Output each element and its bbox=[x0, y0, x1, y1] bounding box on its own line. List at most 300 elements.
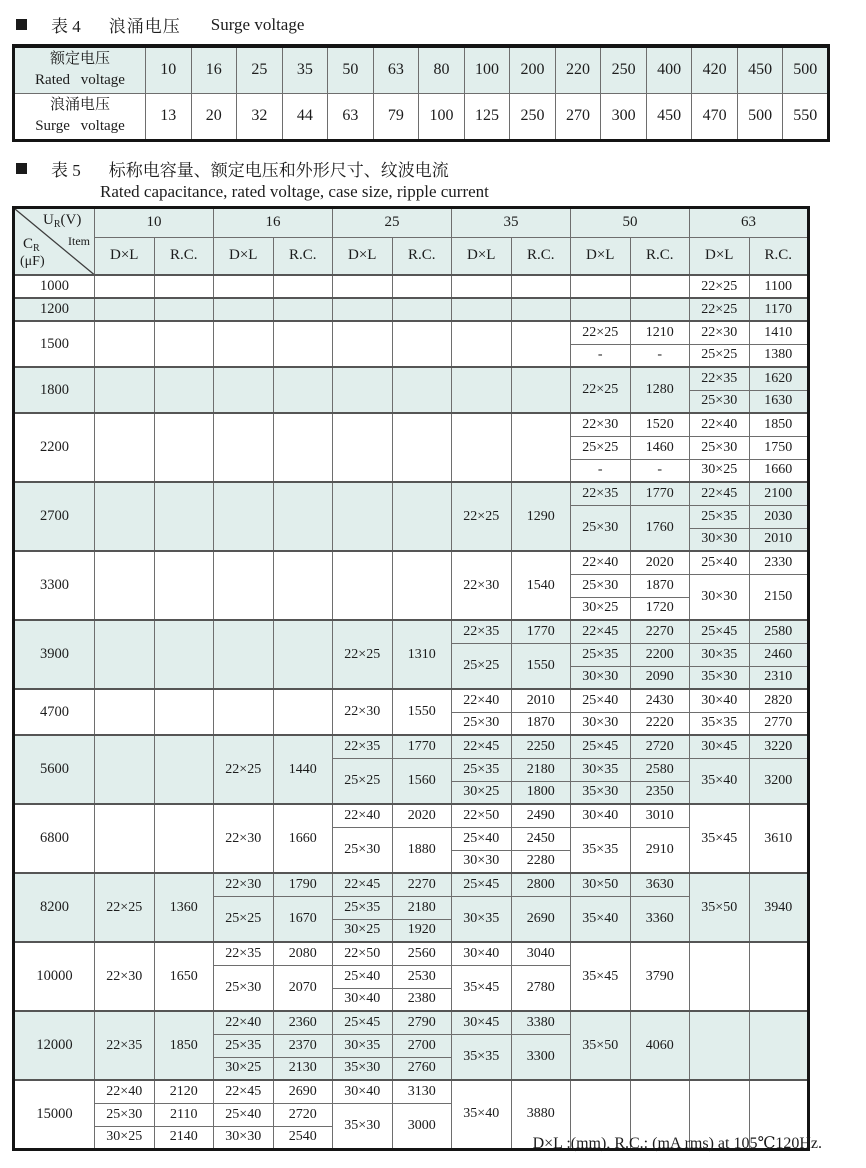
capacitance-value-cell: 3900 bbox=[14, 620, 95, 689]
case-size-cell: 35×45 bbox=[690, 804, 750, 873]
case-size-cell bbox=[452, 298, 512, 321]
rated-voltage-label bbox=[14, 46, 146, 93]
ur-subscript: R bbox=[53, 218, 61, 230]
rated-voltage-value-cell: 500 bbox=[783, 46, 829, 93]
ripple-current-cell: 1770 bbox=[392, 735, 452, 758]
capacitance-row-2700-sub1 bbox=[14, 482, 809, 505]
case-size-cell: - bbox=[571, 459, 631, 482]
ripple-current-cell: 2080 bbox=[273, 942, 333, 965]
rated-voltage-value-cell: 200 bbox=[510, 46, 556, 93]
ripple-current-cell: - bbox=[630, 459, 690, 482]
case-size-cell: 35×35 bbox=[571, 827, 631, 873]
ripple-current-cell: 1360 bbox=[154, 873, 214, 942]
ripple-current-cell: 2020 bbox=[630, 551, 690, 574]
voltage-group-header: 25 bbox=[333, 207, 452, 237]
ur-unit: (V) bbox=[60, 211, 82, 228]
ripple-current-cell bbox=[511, 275, 571, 298]
case-size-cell: 25×35 bbox=[452, 758, 512, 781]
case-size-column-header: D×L bbox=[95, 237, 155, 275]
ripple-current-cell: 1750 bbox=[749, 436, 809, 459]
case-size-cell: 25×30 bbox=[571, 574, 631, 597]
capacitance-value-cell: 10000 bbox=[14, 942, 95, 1011]
case-size-cell: 22×40 bbox=[452, 689, 512, 712]
rated-voltage-value-cell: 25 bbox=[237, 46, 283, 93]
ripple-current-cell: 2200 bbox=[630, 643, 690, 666]
ripple-current-cell bbox=[154, 482, 214, 551]
ripple-current-cell bbox=[273, 620, 333, 689]
capacitance-row-1500-sub1 bbox=[14, 321, 809, 344]
case-size-cell bbox=[690, 942, 750, 1011]
capacitance-value-cell: 5600 bbox=[14, 735, 95, 804]
ripple-current-cell: 3380 bbox=[511, 1011, 571, 1034]
surge-voltage-value-cell: 500 bbox=[737, 93, 783, 140]
bullet-square-icon bbox=[16, 163, 27, 174]
ripple-current-cell: 2720 bbox=[630, 735, 690, 758]
capacitance-value-cell: 12000 bbox=[14, 1011, 95, 1080]
ripple-current-cell: 1280 bbox=[630, 367, 690, 413]
capacitance-value-cell: 1200 bbox=[14, 298, 95, 321]
rated-voltage-value-cell: 80 bbox=[419, 46, 465, 93]
case-size-cell: 22×45 bbox=[214, 1080, 274, 1103]
ripple-current-cell: 1550 bbox=[511, 643, 571, 689]
case-size-cell bbox=[214, 367, 274, 413]
ripple-current-cell bbox=[154, 321, 214, 367]
ripple-current-cell bbox=[273, 551, 333, 620]
case-size-cell: 35×35 bbox=[452, 1034, 512, 1080]
case-size-cell bbox=[690, 1011, 750, 1080]
capacitance-value-cell: 6800 bbox=[14, 804, 95, 873]
ripple-current-cell bbox=[511, 298, 571, 321]
capacitance-row-15000-sub1 bbox=[14, 1080, 809, 1103]
surge-voltage-row bbox=[14, 93, 829, 140]
rated-voltage-value-cell: 35 bbox=[282, 46, 328, 93]
case-size-cell: 22×25 bbox=[214, 735, 274, 804]
voltage-group-header: 10 bbox=[95, 207, 214, 237]
case-size-cell: 35×40 bbox=[452, 1080, 512, 1149]
ripple-current-cell bbox=[630, 298, 690, 321]
case-size-cell: 22×35 bbox=[95, 1011, 155, 1080]
case-size-cell: 30×25 bbox=[690, 459, 750, 482]
rated-voltage-value-cell: 450 bbox=[737, 46, 783, 93]
case-size-column-header: D×L bbox=[452, 237, 512, 275]
ripple-current-cell: 2700 bbox=[392, 1034, 452, 1057]
case-size-cell bbox=[571, 298, 631, 321]
ripple-current-cell bbox=[273, 275, 333, 298]
case-size-cell: 25×40 bbox=[690, 551, 750, 574]
rated-voltage-value-cell: 400 bbox=[646, 46, 692, 93]
ripple-current-cell: 1520 bbox=[630, 413, 690, 436]
case-size-cell: 22×35 bbox=[452, 620, 512, 643]
ripple-current-cell: 1770 bbox=[511, 620, 571, 643]
ripple-current-cell: 2100 bbox=[749, 482, 809, 505]
ripple-current-cell: 3940 bbox=[749, 873, 809, 942]
table4-title-en: Surge voltage bbox=[210, 14, 305, 34]
ripple-current-cell bbox=[749, 1011, 809, 1080]
case-size-cell: - bbox=[571, 344, 631, 367]
ripple-current-cell: 1550 bbox=[392, 689, 452, 735]
ripple-current-cell: 2270 bbox=[392, 873, 452, 896]
surge-voltage-value-cell: 250 bbox=[510, 93, 556, 140]
case-size-cell bbox=[333, 551, 393, 620]
case-size-cell: 25×30 bbox=[452, 712, 512, 735]
case-size-cell: 25×40 bbox=[571, 689, 631, 712]
case-size-cell: 22×35 bbox=[214, 942, 274, 965]
surge-voltage-value-cell: 100 bbox=[419, 93, 465, 140]
ripple-current-cell bbox=[154, 735, 214, 804]
ripple-current-cell: 1540 bbox=[511, 551, 571, 620]
ripple-current-cell: 3610 bbox=[749, 804, 809, 873]
case-size-cell: 35×30 bbox=[571, 781, 631, 804]
ripple-current-cell bbox=[392, 275, 452, 298]
item-label: Item bbox=[68, 233, 90, 248]
ripple-current-cell: 1560 bbox=[392, 758, 452, 804]
case-size-cell: 30×25 bbox=[452, 781, 512, 804]
ripple-current-cell bbox=[392, 551, 452, 620]
ripple-current-cell bbox=[154, 275, 214, 298]
ripple-current-cell: 3220 bbox=[749, 735, 809, 758]
case-size-cell: 22×25 bbox=[690, 275, 750, 298]
rated-voltage-value-cell: 250 bbox=[601, 46, 647, 93]
ripple-current-cell: 2010 bbox=[511, 689, 571, 712]
column-header-row bbox=[14, 237, 809, 275]
ripple-current-cell bbox=[749, 942, 809, 1011]
case-size-column-header: D×L bbox=[333, 237, 393, 275]
ripple-current-cell: 2800 bbox=[511, 873, 571, 896]
ripple-current-cell: 2720 bbox=[273, 1103, 333, 1126]
ripple-current-cell bbox=[154, 367, 214, 413]
ripple-current-column-header: R.C. bbox=[273, 237, 333, 275]
units-note: D×L :(mm), R.C.: (mA rms) at 105℃120Hz. bbox=[532, 1135, 822, 1152]
ripple-current-cell: 2110 bbox=[154, 1103, 214, 1126]
case-size-cell: 30×35 bbox=[452, 896, 512, 942]
ripple-current-cell: 1720 bbox=[630, 597, 690, 620]
ripple-current-cell: 2090 bbox=[630, 666, 690, 689]
case-size-cell: 35×40 bbox=[571, 896, 631, 942]
ripple-current-cell: 1790 bbox=[273, 873, 333, 896]
capacitance-row-12000-sub1 bbox=[14, 1011, 809, 1034]
ripple-current-cell: 1170 bbox=[749, 298, 809, 321]
bullet-square-icon bbox=[16, 19, 27, 30]
case-size-cell: 30×25 bbox=[571, 597, 631, 620]
case-size-cell: 22×30 bbox=[690, 321, 750, 344]
case-size-cell: 22×45 bbox=[333, 873, 393, 896]
case-size-cell: 30×45 bbox=[452, 1011, 512, 1034]
ripple-current-column-header: R.C. bbox=[392, 237, 452, 275]
case-size-cell: 22×45 bbox=[690, 482, 750, 505]
case-size-cell bbox=[333, 413, 393, 482]
ripple-current-cell: 3130 bbox=[392, 1080, 452, 1103]
case-size-cell bbox=[95, 804, 155, 873]
case-size-cell: 22×25 bbox=[452, 482, 512, 551]
ripple-current-cell: 3360 bbox=[630, 896, 690, 942]
case-size-cell: 25×45 bbox=[452, 873, 512, 896]
case-size-cell: 25×45 bbox=[571, 735, 631, 758]
ripple-current-cell: 1380 bbox=[749, 344, 809, 367]
case-size-cell: 35×40 bbox=[690, 758, 750, 804]
case-size-column-header: D×L bbox=[214, 237, 274, 275]
surge-voltage-value-cell: 63 bbox=[328, 93, 374, 140]
capacitance-value-cell: 4700 bbox=[14, 689, 95, 735]
case-size-cell: 25×35 bbox=[571, 643, 631, 666]
surge-voltage-value-cell: 79 bbox=[373, 93, 419, 140]
ripple-current-cell: 2150 bbox=[749, 574, 809, 620]
case-size-cell bbox=[214, 321, 274, 367]
ripple-current-cell: 3010 bbox=[630, 804, 690, 827]
case-size-cell: 22×25 bbox=[571, 367, 631, 413]
surge-voltage-label-en: Surge voltage bbox=[35, 118, 125, 134]
case-size-cell: 25×25 bbox=[333, 758, 393, 804]
ripple-current-cell: 1850 bbox=[749, 413, 809, 436]
table5-title-zh: 标称电容量、额定电压和外形尺寸、纹波电流 bbox=[108, 160, 449, 180]
ripple-current-cell: 2140 bbox=[154, 1126, 214, 1149]
ripple-current-cell: 1800 bbox=[511, 781, 571, 804]
ripple-current-column-header: R.C. bbox=[630, 237, 690, 275]
case-size-cell bbox=[95, 413, 155, 482]
case-size-cell: 35×35 bbox=[690, 712, 750, 735]
ratings-table-body bbox=[14, 275, 809, 1149]
cr-capacitance-label bbox=[23, 236, 40, 254]
case-size-cell bbox=[452, 275, 512, 298]
surge-voltage-value-cell: 300 bbox=[601, 93, 647, 140]
case-size-cell bbox=[95, 620, 155, 689]
ripple-current-cell: 2020 bbox=[392, 804, 452, 827]
surge-voltage-value-cell: 550 bbox=[783, 93, 829, 140]
ripple-current-cell bbox=[392, 298, 452, 321]
case-size-cell bbox=[214, 620, 274, 689]
case-size-column-header: D×L bbox=[690, 237, 750, 275]
ripple-current-cell: 2690 bbox=[511, 896, 571, 942]
ripple-current-cell bbox=[630, 275, 690, 298]
surge-voltage-value-cell: 270 bbox=[555, 93, 601, 140]
ripple-current-cell: 2790 bbox=[392, 1011, 452, 1034]
case-size-cell: 22×40 bbox=[333, 804, 393, 827]
ripple-current-cell bbox=[154, 620, 214, 689]
ripple-current-column-header: R.C. bbox=[154, 237, 214, 275]
table4-number: 表 4 bbox=[51, 17, 81, 36]
case-size-cell: 22×35 bbox=[333, 735, 393, 758]
capacitance-row-3900-sub1 bbox=[14, 620, 809, 643]
table4-title-zh: 浪涌电压 bbox=[108, 17, 181, 36]
surge-voltage-value-cell: 20 bbox=[191, 93, 237, 140]
case-size-cell: 30×30 bbox=[571, 712, 631, 735]
case-size-cell: 22×50 bbox=[452, 804, 512, 827]
ripple-current-cell: 2560 bbox=[392, 942, 452, 965]
case-size-cell: 22×25 bbox=[690, 298, 750, 321]
case-size-cell: 30×40 bbox=[452, 942, 512, 965]
surge-voltage-value-cell: 32 bbox=[237, 93, 283, 140]
rated-voltage-row bbox=[14, 46, 829, 93]
ripple-current-cell: 2760 bbox=[392, 1057, 452, 1080]
ripple-current-cell: 3200 bbox=[749, 758, 809, 804]
surge-voltage-label bbox=[14, 93, 146, 140]
case-size-cell: 25×40 bbox=[214, 1103, 274, 1126]
case-size-cell: 22×30 bbox=[333, 689, 393, 735]
ripple-current-cell: 1410 bbox=[749, 321, 809, 344]
rated-voltage-value-cell: 50 bbox=[328, 46, 374, 93]
capacitance-row-5600-sub1 bbox=[14, 735, 809, 758]
capacitance-value-cell: 15000 bbox=[14, 1080, 95, 1149]
ripple-current-cell: 1660 bbox=[749, 459, 809, 482]
capacitance-row-10000-sub1 bbox=[14, 942, 809, 965]
case-size-cell: 30×35 bbox=[690, 643, 750, 666]
rated-voltage-label-zh: 额定电压 bbox=[49, 51, 110, 68]
case-size-cell: 25×45 bbox=[333, 1011, 393, 1034]
case-size-cell bbox=[95, 689, 155, 735]
case-size-cell: 22×45 bbox=[452, 735, 512, 758]
case-size-cell: 25×30 bbox=[214, 965, 274, 1011]
cr-subscript: R bbox=[33, 242, 40, 254]
ripple-current-cell bbox=[273, 689, 333, 735]
ripple-current-cell: 3300 bbox=[511, 1034, 571, 1080]
ripple-current-cell: 1920 bbox=[392, 919, 452, 942]
ripple-current-cell: 2030 bbox=[749, 505, 809, 528]
ripple-current-cell: 3790 bbox=[630, 942, 690, 1011]
ripple-current-cell: 1770 bbox=[630, 482, 690, 505]
case-size-cell: 22×30 bbox=[214, 873, 274, 896]
case-size-cell bbox=[95, 551, 155, 620]
ripple-current-cell: 2770 bbox=[749, 712, 809, 735]
case-size-cell: 30×40 bbox=[690, 689, 750, 712]
case-size-cell: 30×30 bbox=[452, 850, 512, 873]
ripple-current-cell: 1290 bbox=[511, 482, 571, 551]
case-size-cell bbox=[333, 482, 393, 551]
ripple-current-column-header: R.C. bbox=[511, 237, 571, 275]
case-size-cell: 22×50 bbox=[333, 942, 393, 965]
surge-voltage-label-zh: 浪涌电压 bbox=[49, 97, 110, 113]
case-size-cell bbox=[214, 689, 274, 735]
ripple-current-cell: 1100 bbox=[749, 275, 809, 298]
capacitance-value-cell: 1000 bbox=[14, 275, 95, 298]
capacitance-value-cell: 1800 bbox=[14, 367, 95, 413]
case-size-column-header: D×L bbox=[571, 237, 631, 275]
ripple-current-cell: 2370 bbox=[273, 1034, 333, 1057]
capacitance-row-2200-sub1 bbox=[14, 413, 809, 436]
case-size-cell bbox=[95, 298, 155, 321]
ripple-current-cell: 1310 bbox=[392, 620, 452, 689]
ripple-current-cell: 2180 bbox=[511, 758, 571, 781]
case-size-cell: 22×35 bbox=[690, 367, 750, 390]
ripple-current-cell: 1620 bbox=[749, 367, 809, 390]
case-size-cell: 22×25 bbox=[333, 620, 393, 689]
case-size-cell: 22×40 bbox=[214, 1011, 274, 1034]
capacitance-row-1200 bbox=[14, 298, 809, 321]
case-size-cell: 22×30 bbox=[95, 942, 155, 1011]
case-size-cell bbox=[214, 275, 274, 298]
voltage-group-header: 50 bbox=[571, 207, 690, 237]
ripple-current-cell: 2350 bbox=[630, 781, 690, 804]
case-size-cell: 22×25 bbox=[571, 321, 631, 344]
case-size-cell: 30×40 bbox=[333, 1080, 393, 1103]
case-size-cell: 35×45 bbox=[452, 965, 512, 1011]
case-size-cell: 22×40 bbox=[571, 551, 631, 574]
ripple-current-cell: 1660 bbox=[273, 804, 333, 873]
ripple-current-cell bbox=[273, 482, 333, 551]
ripple-current-cell: 2380 bbox=[392, 988, 452, 1011]
ripple-current-cell bbox=[154, 689, 214, 735]
capacitance-value-cell: 2200 bbox=[14, 413, 95, 482]
capacitance-row-6800-sub1 bbox=[14, 804, 809, 827]
ripple-current-cell bbox=[273, 413, 333, 482]
capacitance-row-3300-sub1 bbox=[14, 551, 809, 574]
rated-voltage-value-cell: 220 bbox=[555, 46, 601, 93]
ripple-current-cell: 2540 bbox=[273, 1126, 333, 1149]
case-size-cell: 25×35 bbox=[690, 505, 750, 528]
case-size-cell: 25×40 bbox=[452, 827, 512, 850]
case-size-cell: 22×30 bbox=[214, 804, 274, 873]
ripple-current-cell: 2280 bbox=[511, 850, 571, 873]
ripple-current-cell: - bbox=[630, 344, 690, 367]
case-size-cell bbox=[95, 482, 155, 551]
ripple-current-cell: 2070 bbox=[273, 965, 333, 1011]
ratings-table-header bbox=[14, 207, 809, 275]
case-size-cell: 30×40 bbox=[571, 804, 631, 827]
ripple-current-cell: 1870 bbox=[630, 574, 690, 597]
case-size-cell: 22×25 bbox=[95, 873, 155, 942]
case-size-cell: 25×30 bbox=[95, 1103, 155, 1126]
ur-voltage-label bbox=[43, 212, 81, 230]
table4-title bbox=[14, 12, 866, 37]
ripple-current-cell: 1870 bbox=[511, 712, 571, 735]
case-size-cell bbox=[333, 367, 393, 413]
case-size-cell bbox=[95, 367, 155, 413]
ripple-current-cell: 2120 bbox=[154, 1080, 214, 1103]
table5-number: 表 5 bbox=[51, 160, 81, 180]
case-size-cell: 25×25 bbox=[690, 344, 750, 367]
case-size-cell bbox=[452, 367, 512, 413]
case-size-cell: 30×30 bbox=[214, 1126, 274, 1149]
case-size-cell: 30×35 bbox=[333, 1034, 393, 1057]
ripple-current-cell bbox=[154, 551, 214, 620]
ripple-current-cell bbox=[511, 321, 571, 367]
case-size-cell: 35×45 bbox=[571, 942, 631, 1011]
capacitance-row-4700-sub1 bbox=[14, 689, 809, 712]
ripple-current-column-header: R.C. bbox=[749, 237, 809, 275]
rated-voltage-value-cell: 100 bbox=[464, 46, 510, 93]
case-size-cell: 35×50 bbox=[690, 873, 750, 942]
case-size-cell: 22×35 bbox=[571, 482, 631, 505]
case-size-cell: 30×30 bbox=[690, 574, 750, 620]
ripple-current-cell: 2310 bbox=[749, 666, 809, 689]
case-size-cell: 25×35 bbox=[333, 896, 393, 919]
voltage-group-header: 16 bbox=[214, 207, 333, 237]
capacitance-value-cell: 1500 bbox=[14, 321, 95, 367]
surge-voltage-value-cell: 470 bbox=[692, 93, 738, 140]
ripple-current-cell bbox=[511, 413, 571, 482]
rated-voltage-value-cell: 420 bbox=[692, 46, 738, 93]
case-size-cell bbox=[333, 275, 393, 298]
ur-text: U bbox=[43, 211, 54, 228]
case-size-cell bbox=[214, 298, 274, 321]
capacitance-value-cell: 8200 bbox=[14, 873, 95, 942]
ripple-current-cell: 2530 bbox=[392, 965, 452, 988]
rated-voltage-value-cell: 10 bbox=[146, 46, 192, 93]
voltage-header-row bbox=[14, 207, 809, 237]
case-size-cell: 25×30 bbox=[571, 505, 631, 551]
case-size-cell: 25×40 bbox=[333, 965, 393, 988]
case-size-cell: 30×35 bbox=[571, 758, 631, 781]
ripple-current-cell: 2250 bbox=[511, 735, 571, 758]
ripple-current-cell bbox=[273, 298, 333, 321]
case-size-cell bbox=[333, 298, 393, 321]
case-size-cell bbox=[95, 321, 155, 367]
surge-voltage-value-cell: 13 bbox=[146, 93, 192, 140]
case-size-cell: 25×45 bbox=[690, 620, 750, 643]
ripple-current-cell: 2580 bbox=[749, 620, 809, 643]
ripple-current-cell: 2490 bbox=[511, 804, 571, 827]
case-size-cell: 22×45 bbox=[571, 620, 631, 643]
capacitance-row-1800-sub1 bbox=[14, 367, 809, 390]
ripple-current-cell: 1630 bbox=[749, 390, 809, 413]
